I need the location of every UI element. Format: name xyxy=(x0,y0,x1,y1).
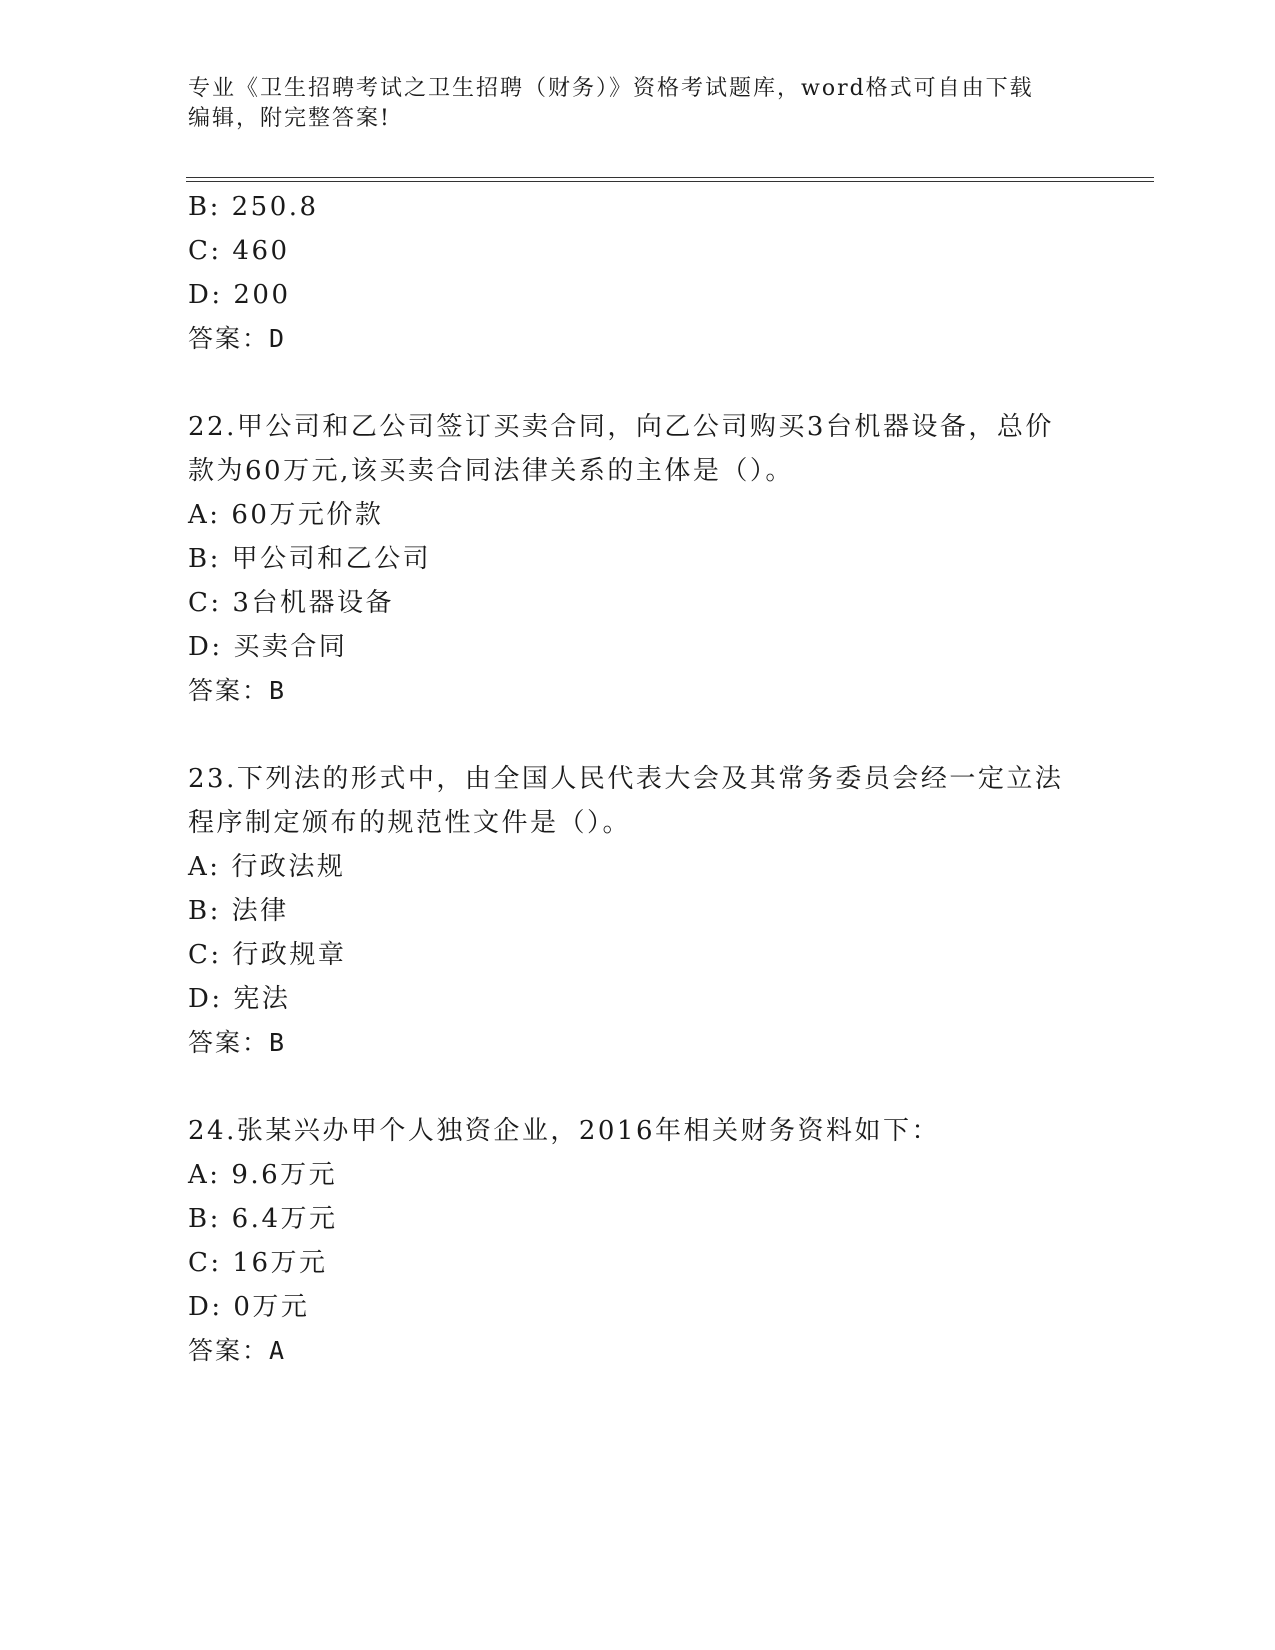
option-c xyxy=(188,1246,328,1280)
option-b xyxy=(188,894,289,928)
option-d xyxy=(188,1290,309,1324)
option-text: 甲公司和乙公司 xyxy=(231,544,432,574)
option-label: B: xyxy=(188,544,221,574)
question-stem-line2: 款为60万元,该买卖合同法律关系的主体是（）。 xyxy=(188,456,794,486)
header-title-line1: 专业《卫生招聘考试之卫生招聘（财务）》资格考试题库，word格式可自由下载 xyxy=(188,76,1034,101)
option-c xyxy=(188,234,290,268)
answer-label: 答案： xyxy=(188,1028,270,1057)
option-text: 9.6万元 xyxy=(231,1160,338,1190)
option-text: 6.4万元 xyxy=(231,1204,338,1234)
option-text: 买卖合同 xyxy=(233,632,348,662)
option-label: D: xyxy=(188,1292,223,1322)
option-d xyxy=(188,630,347,664)
option-b xyxy=(188,1202,338,1236)
answer-value: A xyxy=(269,1336,287,1365)
header-divider-bottom xyxy=(186,181,1154,182)
question-stem-line1: 24.张某兴办甲个人独资企业，2016年相关财务资料如下： xyxy=(188,1116,941,1146)
answer-label: 答案： xyxy=(188,1336,270,1365)
option-text: 行政规章 xyxy=(232,940,347,970)
option-label: D: xyxy=(188,632,223,662)
option-d xyxy=(188,982,290,1016)
question-stem-line1: 22.甲公司和乙公司签订买卖合同，向乙公司购买3台机器设备，总价 xyxy=(188,412,1054,442)
option-d xyxy=(188,278,291,312)
answer-line xyxy=(188,322,286,356)
answer-label: 答案： xyxy=(188,676,270,705)
option-label: D: xyxy=(188,984,223,1014)
option-text: 宪法 xyxy=(233,984,291,1014)
header-title-line2: 编辑，附完整答案! xyxy=(188,106,391,131)
option-label: C: xyxy=(188,1248,222,1278)
answer-line xyxy=(188,1026,286,1060)
option-c xyxy=(188,938,346,972)
answer-line xyxy=(188,674,286,708)
answer-value: D xyxy=(269,324,287,353)
option-text: 法律 xyxy=(231,896,289,926)
answer-line xyxy=(188,1334,286,1368)
option-a xyxy=(188,850,345,884)
option-label: C: xyxy=(188,588,222,618)
option-b xyxy=(188,542,431,576)
header-divider-top xyxy=(186,177,1154,178)
answer-value: B xyxy=(269,676,287,705)
option-text: 0万元 xyxy=(233,1292,310,1322)
option-text: 60万元价款 xyxy=(231,500,384,530)
option-a xyxy=(188,1158,337,1192)
option-label: B: xyxy=(188,1204,221,1234)
option-label: C: xyxy=(188,236,222,266)
option-text: 460 xyxy=(232,236,290,266)
question-stem-line2: 程序制定颁布的规范性文件是（）。 xyxy=(188,808,632,838)
option-label: B: xyxy=(188,896,221,926)
option-label: B: xyxy=(188,192,221,222)
option-b xyxy=(188,190,319,224)
option-label: A: xyxy=(188,500,221,530)
question-stem-line1: 23.下列法的形式中，由全国人民代表大会及其常务委员会经一定立法 xyxy=(188,764,1064,794)
option-text: 200 xyxy=(233,280,291,310)
option-label: C: xyxy=(188,940,222,970)
option-text: 250.8 xyxy=(231,192,319,222)
option-text: 3台机器设备 xyxy=(232,588,394,618)
option-label: A: xyxy=(188,852,221,882)
answer-value: B xyxy=(269,1028,287,1057)
option-c xyxy=(188,586,394,620)
option-label: D: xyxy=(188,280,223,310)
option-text: 行政法规 xyxy=(231,852,346,882)
option-text: 16万元 xyxy=(232,1248,328,1278)
document-header xyxy=(188,74,1088,134)
option-label: A: xyxy=(188,1160,221,1190)
answer-label: 答案： xyxy=(188,324,270,353)
option-a xyxy=(188,498,383,532)
